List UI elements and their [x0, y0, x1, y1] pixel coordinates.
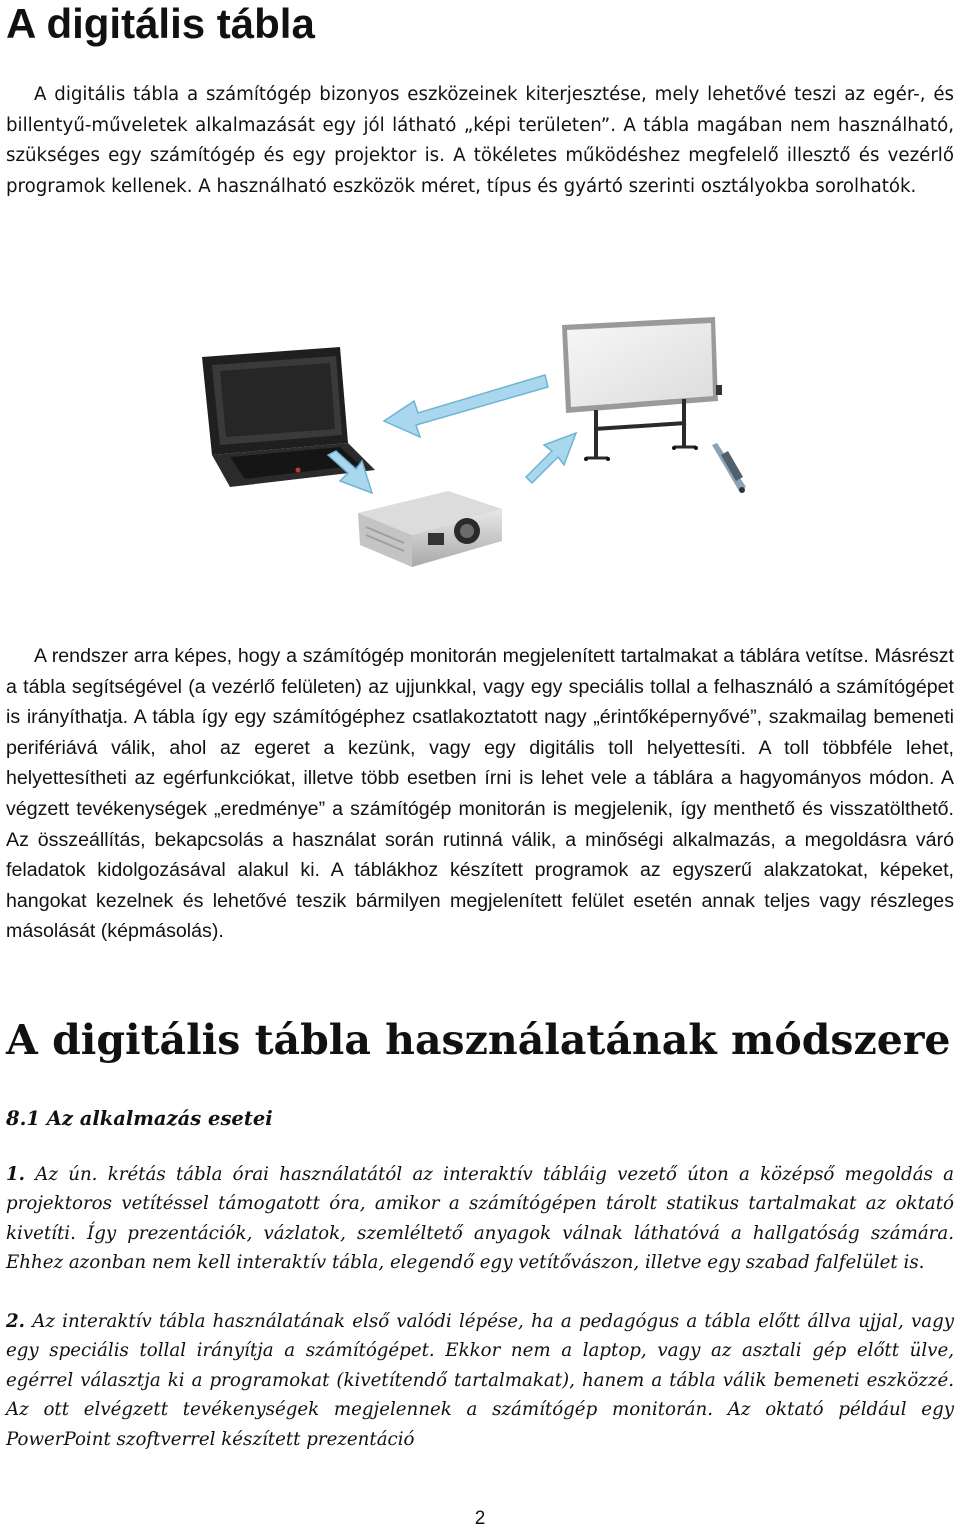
subsection-heading: 8.1 Az alkalmazás esetei: [6, 1107, 273, 1130]
list-item-text: Az interaktív tábla használatának első valódi lépése, ha a pedagógus a tábla előtt állva ujjal, vagy egy speciális tollal irányítja a számítógépet. Ekkor nem a laptop, vagy az asztali gép előtt ülve, egérrel választja ki a programokat (kivetítendő tartalmakat), hanem a tábla válik bemeneti eszközzé. Az ott elvégzett tevékenységek megjelennek a számítógép monitorán. Az oktató például egy PowerPoint szoftverrel készített prezentáció: [6, 1311, 954, 1450]
page-title: A digitális tábla: [6, 0, 315, 47]
projector-illustration: [358, 491, 502, 567]
list-item-number: 1.: [6, 1164, 25, 1185]
arrow-board-to-laptop: [384, 375, 548, 437]
list-item-text: Az ún. krétás tábla órai használatától az interaktív tábláig vezető úton a középső megoldás a projektoros vetítéssel támogatott óra, amikor a számítógépen tárolt statikus tartalmakat az oktató kivetíti. Így prezentációk, vázlatok, szemléltető anyagok válnak láthatóvá a hallgatóság számára. Ehhez azonban nem kell interaktív tábla, elegendő egy vetítővászon, illetve egy szabad falfelület is.: [6, 1164, 954, 1274]
section-heading: A digitális tábla használatának módszere: [6, 1016, 951, 1064]
arrow-projector-to-board: [526, 433, 576, 483]
list-item: [6, 1160, 954, 1278]
list-item: [6, 1307, 954, 1454]
stylus-pen-illustration: [712, 443, 746, 493]
devices-figure: [190, 305, 790, 605]
whiteboard-illustration: [562, 317, 722, 461]
list-item-number: 2.: [6, 1311, 25, 1332]
intro-paragraph: A digitális tábla a számítógép bizonyos eszközeinek kiterjesztése, mely lehetővé teszi az egér-, és billentyű-műveletek alkalmazását egy jól látható „képi területen”. A tábla magában nem használható, szükséges egy számítógép és egy projektor is. A tökéletes működéshez megfelelő illesztő és vezérlő programok kellenek. A használható eszközök méret, típus és gyártó szerinti osztályokba sorolhatók.: [6, 84, 954, 197]
page-number: 2: [474, 1508, 486, 1529]
main-paragraph: A rendszer arra képes, hogy a számítógép monitorán megjelenített tartalmakat a táblára vetítse. Másrészt a tábla segítségével (a vezérlő felületen) az ujjunkkal, vagy egy speciális tollal a felhasználó a számítógépet is irányíthatja. A tábla így egy számítógéphez csatlakoztatott nagy „érintőképernyővé”, szakmailag bemeneti perifériává válik, ahol az egeret a kezünk, vagy egy digitális toll helyettesíti. A toll többféle lehet, helyettesítheti az egérfunkciókat, illetve több esetben írni is lehet vele a táblára a hagyományos módon. A végzett tevékenységek „eredménye” a számítógép monitorán is megjelenik, így menthető és visszatölthető. Az összeállítás, bekapcsolás a használat során rutinná válik, a minőségi alkalmazás, a megoldásra váró feladatok kidolgozásával alakul ki. A táblákhoz készített programok az egyszerű alakzatokat, képeket, hangokat kezelnek és lehetővé teszik bármilyen megjelenített felület esetén annak teljes vagy részleges másolását (képmásolás).: [6, 645, 954, 943]
